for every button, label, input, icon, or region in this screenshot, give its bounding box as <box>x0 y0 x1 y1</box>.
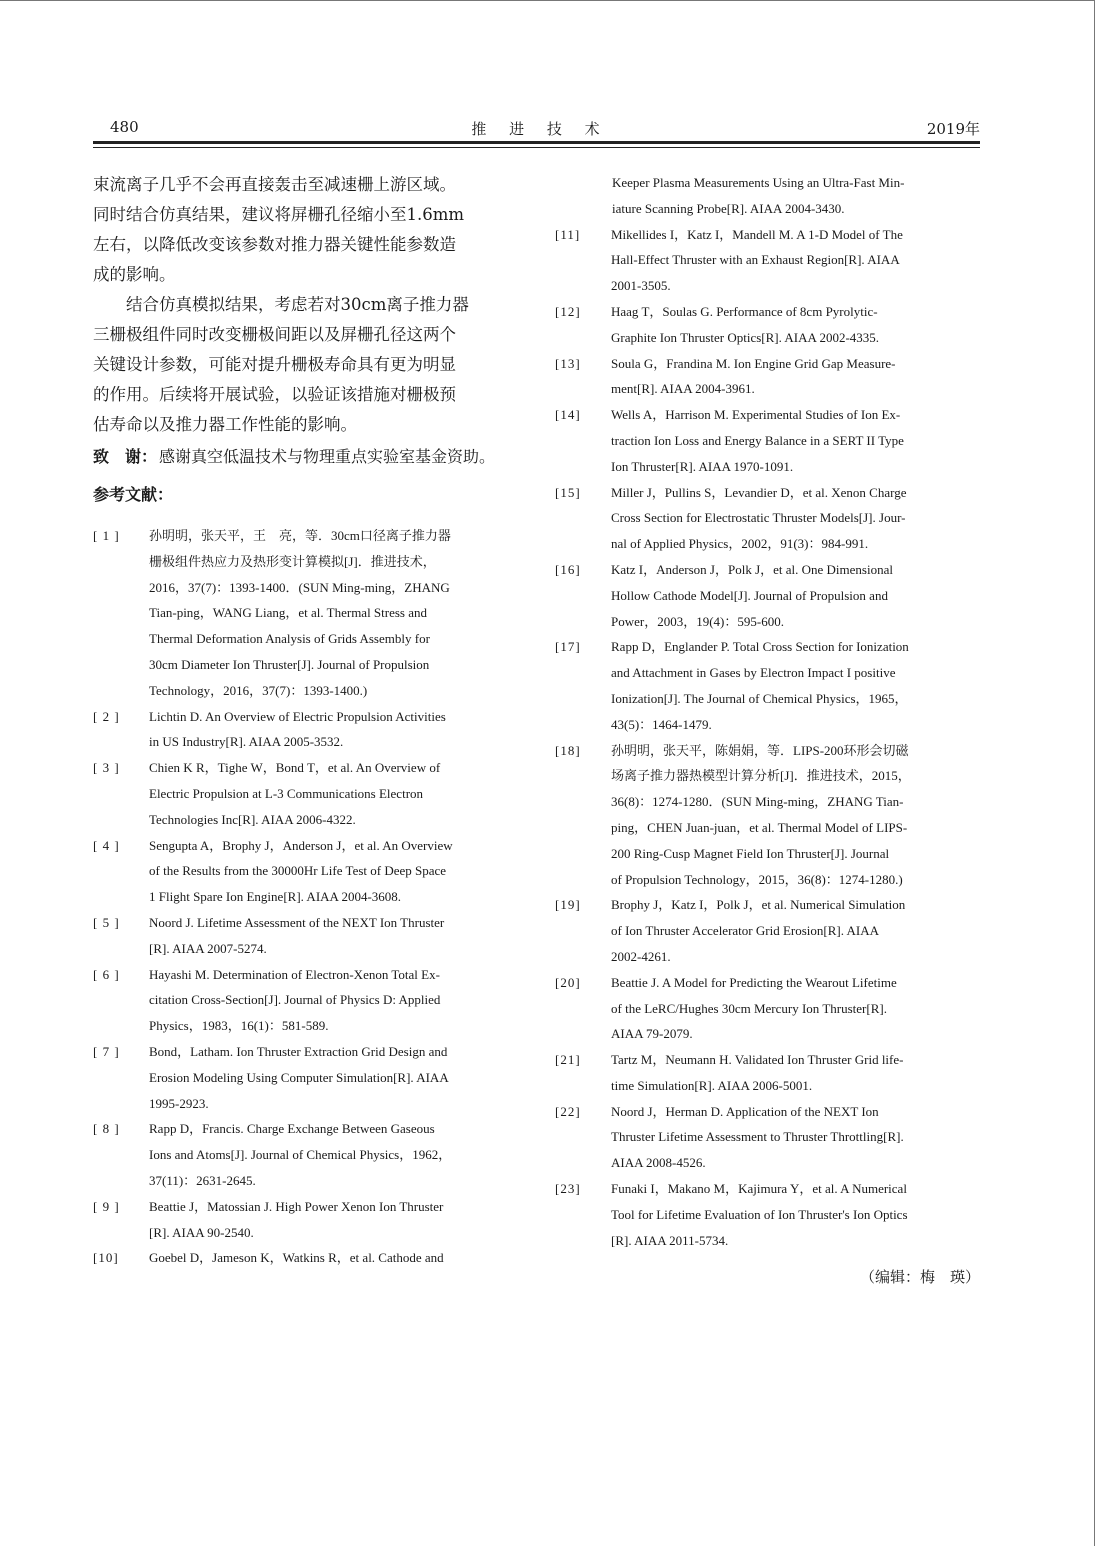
reference-item <box>555 738 981 893</box>
reference-line: 1995-2923. <box>149 1095 209 1111</box>
reference-line: of the Results from the 30000Hr Life Test of Deep Space <box>149 863 447 879</box>
reference-line: Brophy J，Katz I，Polk J，et al. Numerical Simulation <box>611 897 906 913</box>
references-heading: 参考文献： <box>93 485 174 504</box>
reference-line: Lichtin D. An Overview of Electric Propulsion Activities <box>149 708 446 724</box>
reference-line: 栅极组件热应力及热形变计算模拟[J]．推进技术， <box>149 553 436 569</box>
reference-line: AIAA 2008-4526. <box>611 1155 706 1171</box>
reference-line: Tian-ping，WANG Liang，et al. Thermal Stress and <box>149 605 428 621</box>
reference-line: Cross Section for Electrostatic Thruster Models[J]. Jour- <box>611 510 906 526</box>
reference-number: [ 9 ] <box>93 1198 120 1214</box>
reference-item <box>555 557 981 634</box>
reference-number: [18] <box>555 742 581 758</box>
text-line: 的作用。后续将开展试验，以验证该措施对栅极预 <box>93 385 456 404</box>
reference-line: 2016，37(7)：1393-1400．(SUN Ming-ming，ZHANG <box>149 579 450 595</box>
reference-text <box>611 970 981 1047</box>
reference-number: [15] <box>555 484 581 500</box>
reference-line: Rapp D，Englander P. Total Cross Section for Ionization <box>611 639 909 655</box>
reference-number: [17] <box>555 639 581 655</box>
body-paragraph-2 <box>93 290 517 440</box>
reference-item <box>93 833 517 910</box>
reference-item <box>555 402 981 479</box>
reference-line: 30cm Diameter Ion Thruster[J]. Journal of Propulsion <box>149 656 430 672</box>
reference-line: 36(8)：1274-1280．(SUN Ming-ming，ZHANG Tian- <box>611 794 904 810</box>
reference-line: Tool for Lifetime Evaluation of Ion Thruster's Ion Optics <box>611 1206 908 1222</box>
reference-item <box>93 1194 517 1246</box>
reference-text <box>149 1245 517 1271</box>
reference-number: [ 3 ] <box>93 760 120 776</box>
reference-text <box>149 962 517 1039</box>
reference-line: Power，2003，19(4)：595-600. <box>611 613 784 629</box>
reference-number: [16] <box>555 561 581 577</box>
reference-line: Thruster Lifetime Assessment to Thruster Throttling[R]. <box>611 1129 904 1145</box>
reference-line: Tartz M，Neumann H. Validated Ion Thruster Grid life- <box>611 1052 904 1068</box>
page-number: 480 <box>110 118 139 136</box>
reference-text <box>149 1194 517 1246</box>
reference-line: Noord J. Lifetime Assessment of the NEXT Ion Thruster <box>149 914 445 930</box>
reference-text <box>611 299 981 351</box>
left-column <box>93 170 517 1271</box>
reference-line: [R]. AIAA 90-2540. <box>149 1224 254 1240</box>
reference-item <box>555 892 981 969</box>
reference-item <box>93 1039 517 1116</box>
reference-line: traction Ion Loss and Energy Balance in a SERT II Type <box>611 432 904 448</box>
reference-item <box>555 299 981 351</box>
reference-line: nal of Applied Physics，2002，91(3)：984-991. <box>611 536 869 552</box>
reference-number: [22] <box>555 1103 581 1119</box>
reference-list-right <box>555 222 981 1254</box>
reference-line: Graphite Ion Thruster Optics[R]. AIAA 2002-4335. <box>611 329 880 345</box>
reference-text <box>611 222 981 299</box>
reference-line: Technology，2016，37(7)：1393-1400.) <box>149 682 368 698</box>
reference-line: time Simulation[R]. AIAA 2006-5001. <box>611 1077 813 1093</box>
reference-line: Soula G，Frandina M. Ion Engine Grid Gap Measure- <box>611 355 896 371</box>
body-paragraph-1 <box>93 170 517 290</box>
reference-line: Beattie J. A Model for Predicting the Wearout Lifetime <box>611 974 897 990</box>
acknowledgement-label: 致 谢： <box>93 447 158 466</box>
reference-number: [ 8 ] <box>93 1121 120 1137</box>
reference-text <box>611 351 981 403</box>
reference-text <box>611 557 981 634</box>
reference-line: in US Industry[R]. AIAA 2005-3532. <box>149 734 344 750</box>
text-line: 左右，以降低改变该参数对推力器关键性能参数造 <box>93 235 456 254</box>
reference-text <box>611 738 981 893</box>
text-line: 关键设计参数，可能对提升栅极寿命具有更为明显 <box>93 355 456 374</box>
reference-line: Electric Propulsion at L-3 Communications Electron <box>149 785 424 801</box>
reference-line: Beattie J，Matossian J. High Power Xenon Ion Thruster <box>149 1198 444 1214</box>
reference-text <box>611 892 981 969</box>
reference-text <box>149 755 517 832</box>
reference-number: [19] <box>555 897 581 913</box>
acknowledgement-text: 感谢真空低温技术与物理重点实验室基金资助。 <box>159 447 496 466</box>
publication-year: 2019年 <box>926 120 980 138</box>
reference-item <box>555 222 981 299</box>
text-line: 束流离子几乎不会再直接轰击至减速栅上游区域。 <box>93 175 456 194</box>
journal-title: 推 进 技 术 <box>471 120 609 138</box>
reference-text <box>611 480 981 557</box>
reference-number: [20] <box>555 974 581 990</box>
text-line: 同时结合仿真结果，建议将屏栅孔径缩小至1.6mm <box>93 205 465 224</box>
reference-number: [ 6 ] <box>93 966 120 982</box>
reference-item <box>555 634 981 737</box>
reference-line: Technologies Inc[R]. AIAA 2006-4322. <box>149 811 356 827</box>
reference-number: [11] <box>555 226 581 242</box>
reference-line: Funaki I，Makano M，Kajimura Y，et al. A Numerical <box>611 1181 907 1197</box>
reference-line: of Propulsion Technology，2015，36(8)：1274-1280.) <box>611 871 903 887</box>
reference-line: Keeper Plasma Measurements Using an Ultra-Fast Min- <box>612 175 905 190</box>
reference-text <box>149 910 517 962</box>
reference-item <box>93 523 517 704</box>
reference-line: Chien K R，Tighe W，Bond T，et al. An Overview of <box>149 760 441 776</box>
reference-number: [ 2 ] <box>93 708 120 724</box>
reference-line: Hollow Cathode Model[J]. Journal of Propulsion and <box>611 587 888 603</box>
text-line: 结合仿真模拟结果，考虑若对30cm离子推力器 <box>93 295 469 314</box>
acknowledgement <box>93 444 517 470</box>
reference-line: citation Cross-Section[J]. Journal of Physics D: Applied <box>149 992 441 1008</box>
reference-item <box>555 1047 981 1099</box>
reference-line: Goebel D，Jameson K，Watkins R，et al. Cathode and <box>149 1250 444 1266</box>
reference-text <box>611 1099 981 1176</box>
right-column <box>555 170 981 1253</box>
reference-line: ping，CHEN Juan-juan，et al. Thermal Model of LIPS- <box>611 819 908 835</box>
reference-number: [ 4 ] <box>93 837 120 853</box>
reference-line: Sengupta A，Brophy J，Anderson J，et al. An Overview <box>149 837 453 853</box>
reference-item <box>555 351 981 403</box>
reference-number: [12] <box>555 303 581 319</box>
reference-line: Rapp D，Francis. Charge Exchange Between Gaseous <box>149 1121 435 1137</box>
editor-note: （编辑：梅 瑛） <box>859 1268 980 1286</box>
reference-line: 2001-3505. <box>611 278 671 294</box>
reference-number: [ 1 ] <box>93 528 120 543</box>
reference-line: Katz I，Anderson J，Polk J，et al. One Dimensional <box>611 561 893 577</box>
reference-line: 场离子推力器热模型计算分析[J]．推进技术，2015， <box>611 768 911 784</box>
reference-text <box>611 1047 981 1099</box>
reference-item <box>93 1116 517 1193</box>
reference-number: [21] <box>555 1052 581 1068</box>
reference-number: [14] <box>555 407 581 423</box>
reference-line: 1 Flight Spare Ion Engine[R]. AIAA 2004-3608. <box>149 889 402 905</box>
reference-line: Ionization[J]. The Journal of Chemical Physics，1965， <box>611 690 908 706</box>
reference-line: of the LeRC/Hughes 30cm Mercury Ion Thruster[R]. <box>611 1000 887 1016</box>
reference-line: Bond，Latham. Ion Thruster Extraction Grid Design and <box>149 1043 448 1059</box>
reference-line: Physics，1983，16(1)：581-589. <box>149 1018 329 1034</box>
reference-line: Miller J，Pullins S，Levandier D，et al. Xenon Charge <box>611 484 907 500</box>
reference-item <box>93 910 517 962</box>
reference-item <box>555 970 981 1047</box>
reference-10-continuation <box>555 170 981 222</box>
reference-item <box>93 962 517 1039</box>
reference-line: 43(5)：1464-1479. <box>611 716 712 732</box>
reference-text <box>149 1039 517 1116</box>
reference-line: Thermal Deformation Analysis of Grids Assembly for <box>149 631 430 647</box>
reference-line: Mikellides I，Katz I，Mandell M. A 1-D Model of The <box>611 226 903 242</box>
reference-line: 37(11)：2631-2645. <box>149 1172 256 1188</box>
reference-line: 孙明明，张天平，王 亮，等．30cm口径离子推力器 <box>149 528 451 543</box>
reference-line: Hayashi M. Determination of Electron-Xenon Total Ex- <box>149 966 440 982</box>
reference-number: [ 7 ] <box>93 1043 120 1059</box>
reference-item <box>93 755 517 832</box>
reference-item <box>555 1099 981 1176</box>
text-line: 估寿命以及推力器工作性能的影响。 <box>93 415 357 434</box>
reference-line: Ions and Atoms[J]. Journal of Chemical Physics，1962， <box>149 1147 452 1163</box>
reference-line: [R]. AIAA 2011-5734. <box>611 1232 729 1248</box>
reference-text <box>149 704 517 756</box>
reference-item <box>93 1245 517 1271</box>
reference-text <box>611 402 981 479</box>
reference-item <box>93 704 517 756</box>
reference-line: Hall-Effect Thruster with an Exhaust Region[R]. AIAA <box>611 252 900 268</box>
reference-text <box>149 523 517 704</box>
reference-item <box>555 480 981 557</box>
reference-line: Erosion Modeling Using Computer Simulation[R]. AIAA <box>149 1069 449 1085</box>
page-edge-top <box>0 0 1094 1</box>
reference-line: AIAA 79-2079. <box>611 1026 693 1042</box>
reference-number: [13] <box>555 355 581 371</box>
header-rule-thick <box>93 141 980 144</box>
text-line: 三栅极组件同时改变栅极间距以及屏栅孔径这两个 <box>93 325 456 344</box>
reference-line: iature Scanning Probe[R]. AIAA 2004-3430. <box>612 200 845 216</box>
reference-text <box>149 1116 517 1193</box>
text-line: 成的影响。 <box>93 265 176 284</box>
reference-line: [R]. AIAA 2007-5274. <box>149 940 267 956</box>
reference-number: [10] <box>93 1250 119 1266</box>
reference-line: Wells A，Harrison M. Experimental Studies of Ion Ex- <box>611 407 901 423</box>
reference-text <box>149 833 517 910</box>
reference-number: [23] <box>555 1181 581 1197</box>
reference-line: 2002-4261. <box>611 948 671 964</box>
reference-text <box>611 1176 981 1253</box>
reference-line: Noord J，Herman D. Application of the NEXT Ion <box>611 1103 879 1119</box>
reference-number: [ 5 ] <box>93 914 120 930</box>
reference-text <box>611 634 981 737</box>
reference-line: Ion Thruster[R]. AIAA 1970-1091. <box>611 458 794 474</box>
header-rule-thin <box>93 147 980 148</box>
reference-line: ment[R]. AIAA 2004-3961. <box>611 381 755 397</box>
reference-line: and Attachment in Gases by Electron Impact I positive <box>611 665 896 681</box>
reference-item <box>555 1176 981 1253</box>
reference-line: 孙明明，张天平，陈娟娟，等．LIPS-200环形会切磁 <box>611 742 909 758</box>
reference-line: Haag T，Soulas G. Performance of 8cm Pyrolytic- <box>611 303 878 319</box>
page-edge-right <box>1094 0 1095 1546</box>
reference-line: of Ion Thruster Accelerator Grid Erosion[R]. AIAA <box>611 923 879 939</box>
reference-list-left <box>93 523 517 1271</box>
reference-line: 200 Ring-Cusp Magnet Field Ion Thruster[J]. Journal <box>611 845 890 861</box>
